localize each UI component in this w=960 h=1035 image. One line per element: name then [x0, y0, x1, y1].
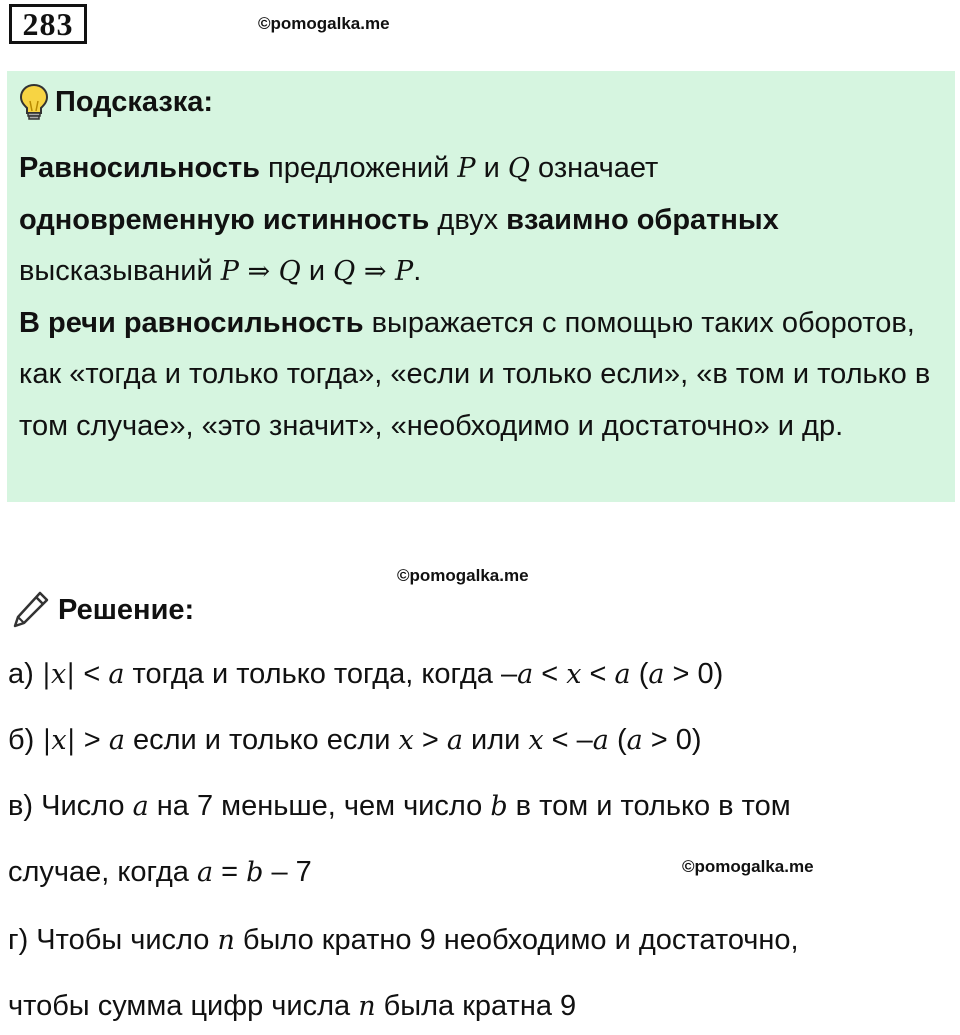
solution-item-b: б) |x| > a если и только если x > a или x < –a (a > 0): [8, 724, 702, 756]
hint-paragraph-2-text: выражается с помощью таких оборотов, как «тогда и только тогда», «если и только если», «в том и только в том случае», «это значит», «необходимо и достаточно» и др.: [19, 306, 931, 442]
watermark-middle: ©pomogalka.me: [397, 566, 529, 585]
hint-paragraph-1: Равносильность предложений P и Q означает одновременную истинность двух взаимно обратных высказываний P ⇒ Q и Q ⇒ P.: [19, 152, 779, 287]
hint-body: [19, 143, 939, 452]
pencil-icon: [10, 590, 50, 630]
hint-header: [19, 83, 213, 121]
hint-title: Подсказка:: [55, 85, 214, 118]
solution-item-a: а) |x| < a тогда и только тогда, когда –a < x < a (a > 0): [8, 658, 724, 690]
term-equivalence: Равносильность: [19, 152, 260, 184]
problem-number: 283: [9, 4, 87, 44]
math-Q: Q: [507, 153, 530, 184]
hint-box: [7, 71, 955, 502]
watermark-top: ©pomogalka.me: [258, 14, 390, 33]
solution-title: Решение:: [58, 593, 195, 626]
solution-header: [10, 590, 194, 630]
lightbulb-icon: [19, 83, 49, 121]
math-P: P: [457, 153, 476, 184]
term-mutually-inverse: взаимно обратных: [506, 203, 779, 236]
math-implication-2: Q ⇒ P: [333, 256, 414, 287]
watermark-bottom: ©pomogalka.me: [682, 857, 814, 876]
solution-item-v-line-1: в) Число a на 7 меньше, чем число b в том и только в том: [8, 790, 791, 822]
solution-item-g-line-2: чтобы сумма цифр числа n была кратна 9: [8, 990, 577, 1022]
term-simultaneous-truth: одновременную истинность: [19, 203, 430, 236]
term-in-speech: В речи равносильность: [19, 306, 364, 339]
math-implication-1: P ⇒ Q: [220, 256, 301, 287]
solution-item-g-line-1: г) Чтобы число n было кратно 9 необходимо и достаточно,: [8, 924, 799, 956]
solution-item-v-line-2: случае, когда a = b – 7: [8, 856, 312, 888]
hint-paragraph-2: [19, 298, 939, 453]
